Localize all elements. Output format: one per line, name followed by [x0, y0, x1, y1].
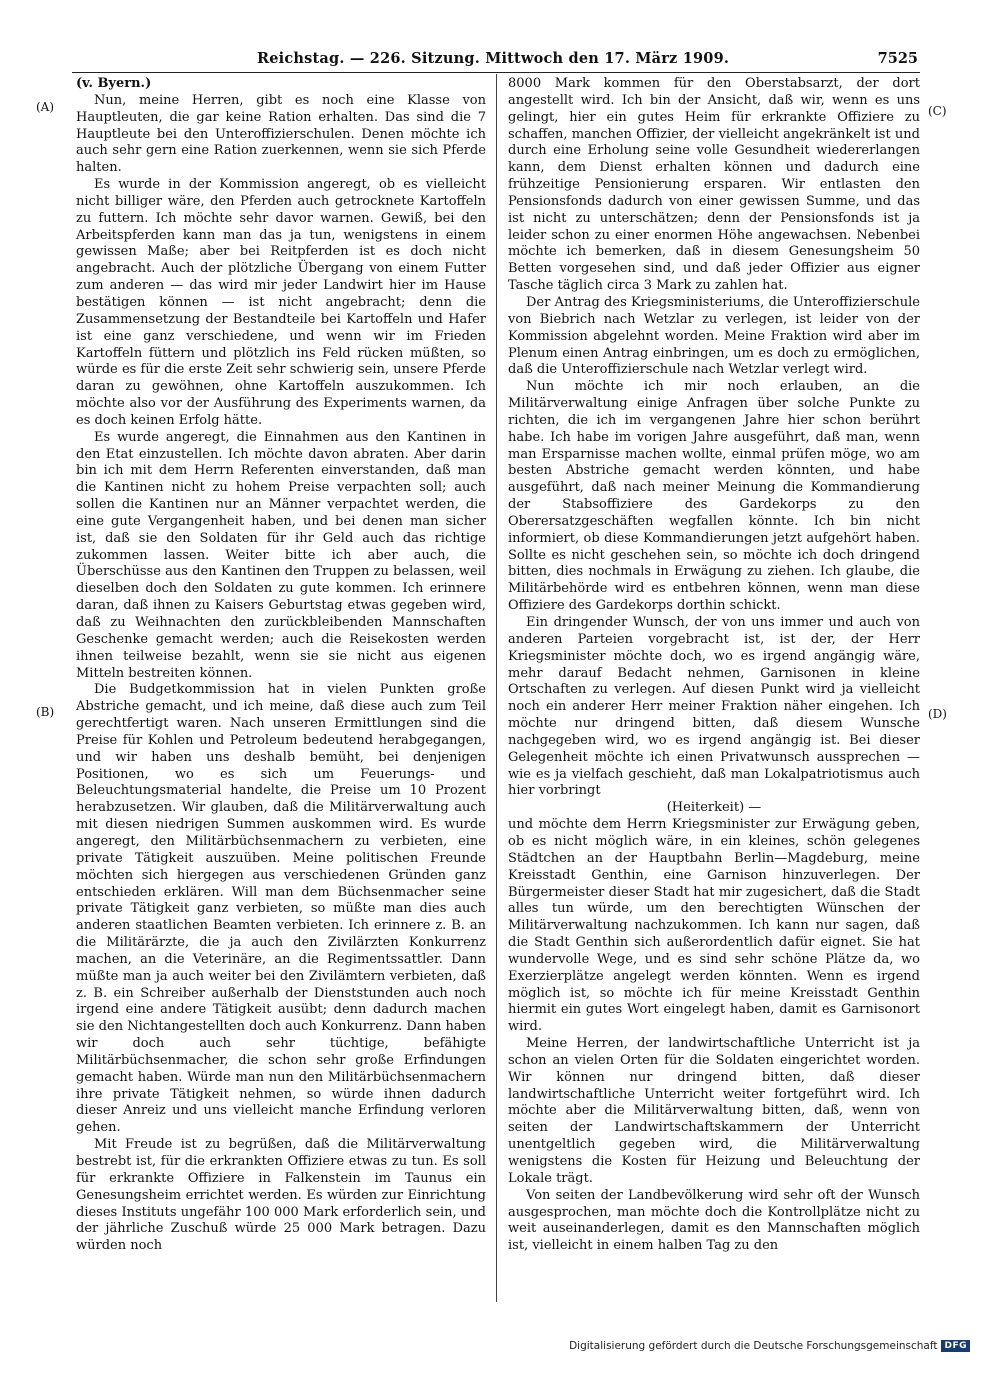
page-number: 7525	[877, 50, 918, 67]
footer-credit	[569, 1340, 970, 1352]
footer-text: Digitalisierung gefördert durch die Deutsche Forschungsgemeinschaft	[569, 1340, 938, 1352]
dfg-logo: DFG	[941, 1340, 970, 1352]
column-divider	[496, 74, 497, 1302]
margin-marker-c: (C)	[928, 104, 947, 118]
paragraph: Meine Herren, der landwirtschaftliche Unterricht ist ja schon an vielen Orten für die Soldaten eingerichtet worden. Wir können nur dringend bitten, daß dieser landwirtschaftliche Unterricht weiter fortgeführt wird. Ich möchte aber die Militärverwaltung bitten, daß, wenn von seiten der Landwirtschaftskammern der Unterricht unentgeltlich gegeben wird, die Militärverwaltung wenigstens die Kosten für Heizung und Beleuchtung der Lokale trägt.	[508, 1036, 920, 1186]
right-column	[508, 76, 920, 1255]
paragraph: Es wurde in der Kommission angeregt, ob es vielleicht nicht billiger wäre, den Pferden auch getrocknete Kartoffeln zu futtern. Ich möchte sehr davor warnen. Gewiß, bei den Arbeitspferden kann man das ja tun, wenigstens in einem gewissen Maße; aber bei Reitpferden ist es doch nicht angebracht. Auch der plötzliche Übergang von einem Futter zum anderen — das wird mir jeder Landwirt hier im Hause bestätigen können — ist nicht angebracht; denn die Zusammensetzung der Bestandteile bei Kartoffeln und Hafer ist eine ganz verschiedene, und wenn wir im Frieden Kartoffeln füttern und plötzlich ins Feld rücken müßten, so würde es für die erste Zeit sehr schwierig sein, unsere Pferde daran zu gewöhnen, ohne Kartoffeln auszukommen. Ich möchte also vor der Ausführung des Experiments warnen, da es doch keinen Erfolg hätte.	[76, 177, 486, 428]
paragraph: Nun möchte ich mir noch erlauben, an die Militärverwaltung einige Anfragen über solche Punkte zu richten, die ich im vergangenen Jahre hier schon berührt habe. Ich habe im vorigen Jahre ausgeführt, daß man, wenn man Ersparnisse machen wollte, einmal prüfen möge, wo am besten Abstriche gemacht werden könnten, und habe ausgeführt, daß nach meiner Meinung die Kommandierung der Stabsoffiziere des Gardekorps zu den Oberersatzgeschäften wegfallen könnte. Ich bin nicht informiert, ob diese Kommandierungen jetzt aufgehört haben. Sollte es nicht geschehen sein, so möchte ich doch dringend bitten, dies nochmals in Erwägung zu ziehen. Ich glaube, die Militärbehörde wird es entbehren können, wenn man diese Offiziere des Gardekorps dorthin schickt.	[508, 379, 920, 614]
speaker-label: (v. Byern.)	[76, 76, 152, 91]
paragraph: Nun, meine Herren, gibt es noch eine Klasse von Hauptleuten, die gar keine Ration erhalten. Das sind die 7 Hauptleute bei den Unteroffizierschulen. Denen möchte ich auch sehr gern eine Ration zuerkennen, wenn sie sich Pferde halten.	[76, 92, 486, 176]
running-title: Reichstag. — 226. Sitzung. Mittwoch den 17. März 1909.	[257, 50, 730, 67]
interjection: (Heiterkeit) —	[666, 800, 762, 816]
paragraph: Es wurde angeregt, die Einnahmen aus den Kantinen in den Etat einzustellen. Ich möchte davon abraten. Aber darin bin ich mit dem Herrn Referenten einverstanden, daß man die Kantinen nicht zu hohem Preise verpachten soll; auch sollen die Kantinen nur an Männer verpachtet werden, die eine gute Vergangenheit haben, und bei denen man sicher ist, daß sie den Soldaten für ihr Geld auch das richtige zukommen lassen. Weiter bitte ich aber auch, die Überschüsse aus den Kantinen den Truppen zu belassen, weil dieselben doch den Soldaten zu gute kommen. Ich erinnere daran, daß ihnen zu Kaisers Geburtstag etwas gegeben wird, daß zu Weihnachten den zurückbleibenden Mannschaften Geschenke gemacht werden; auch die Reisekosten werden ihnen teilweise bezahlt, wenn sie sie nicht aus eigenen Mitteln bestreiten können.	[76, 429, 486, 681]
paragraph: Mit Freude ist zu begrüßen, daß die Militärverwaltung bestrebt ist, für die erkrankten Offiziere etwas zu tun. Es soll für erkrankte Offiziere in Falkenstein im Taunus ein Genesungsheim errichtet werden. Es würden zur Einrichtung dieses Instituts ungefähr 100 000 Mark erforderlich sein, und der jährliche Zuschuß würde 25 000 Mark betragen. Dazu würden noch	[76, 1137, 486, 1254]
paragraph: Von seiten der Landbevölkerung wird sehr oft der Wunsch ausgesprochen, man möchte doch die Kontrollplätze nicht zu weit auseinanderlegen, damit es den Mannschaften möglich ist, vielleicht in einem halben Tag zu den	[508, 1187, 920, 1254]
paragraph: 8000 Mark kommen für den Oberstabsarzt, der dort angestellt wird. Ich bin der Ansicht, daß wir, wenn es uns gelingt, hier ein gutes Heim für erkrankte Offiziere zu schaffen, manchen Offizier, der vielleicht angekränkelt ist und durch eine Erholung seine volle Gesundheit wiedererlangen kann, dem Dienst erhalten können und dadurch eine frühzeitige Pensionierung ersparen. Wir entlasten den Pensionsfonds dadurch von einer gewissen Summe, und das ist nicht zu unterschätzen; denn der Pensionsfonds ist ja leider schon zu einer enormen Höhe angewachsen. Nebenbei möchte ich bemerken, daß in diesem Genesungsheim 50 Betten vorgesehen sind, und daß jeder Offizier aus eigner Tasche täglich circa 3 Mark zu zahlen hat.	[508, 76, 920, 294]
paragraph: Die Budgetkommission hat in vielen Punkten große Abstriche gemacht, und ich meine, daß diese auch zum Teil gerechtfertigt waren. Nach unseren Ermittlungen sind die Preise für Kohlen und Petroleum bedeutend herabgegangen, und wir haben uns deshalb bemüht, bei denjenigen Positionen, wo es sich um Feuerungs- und Beleuchtungsmaterial handelte, die Preise um 10 Prozent herabzusetzen. Wir glauben, daß die Militärverwaltung auch mit diesen niedrigen Summen auskommen wird. Es wurde angeregt, den Militärbüchsenmachern zu verbieten, eine private Tätigkeit auszuüben. Meine politischen Freunde möchten sich hiergegen aus verschiedenen Gründen ganz entschieden erklären. Will man dem Büchsenmacher seine private Tätigkeit ganz verbieten, so müßte man dies auch anderen staatlichen Beamten verbieten. Ich erinnere z. B. an die Militärärzte, die ja auch den Zivilärzten Konkurrenz machen, an die Veterinäre, an die Regimentssattler. Dann müßte man ja auch weiter bei den Zivilämtern verbieten, daß z. B. ein Schreiber außerhalb der Dienststunden auch noch irgend eine andere Tätigkeit ausübt; denn dadurch machen sie den Nichtangestellten doch auch Konkurrenz. Dann haben wir doch auch sehr tüchtige, befähigte Militärbüchsenmacher, die schon sehr große Erfindungen gemacht haben. Würde man nun den Militärbüchsenmachern ihre private Tätigkeit nehmen, so würde ihnen dadurch dieser Anreiz und uns vielleicht manche Erfindung verloren gehen.	[76, 682, 486, 1136]
margin-marker-d: (D)	[928, 707, 947, 721]
paragraph: und möchte dem Herrn Kriegsminister zur Erwägung geben, ob es nicht möglich wäre, in ein kleines, schön gelegenes Städtchen an der Hauptbahn Berlin—Magdeburg, meine Kreisstadt Genthin, eine Garnison hinzuverlegen. Der Bürgermeister dieser Stadt hat mir zugesichert, daß die Stadt alles tun würde, um den berechtigten Wünschen der Militärverwaltung nachzukommen. Ich kann nur sagen, daß die Stadt Genthin sich außerordentlich dafür eignet. Sie hat wundervolle Wege, und es sind sehr schöne Plätze da, wo Exerzierplätze angelegt werden könnten. Wenn es irgend möglich ist, so möchte ich für meine Kreisstadt Genthin hiermit ein gutes Wort eingelegt haben, damit es Garnisonort wird.	[508, 817, 920, 1035]
paragraph: Der Antrag des Kriegsministeriums, die Unteroffizierschule von Biebrich nach Wetzlar zu verlegen, ist leider von der Kommission abgelehnt worden. Meine Fraktion wird aber im Plenum einen Antrag einbringen, um es doch zu ermöglichen, daß die Unteroffizierschule nach Wetzlar verlegt wird.	[508, 294, 920, 378]
margin-marker-a: (A)	[36, 100, 55, 114]
margin-marker-b: (B)	[36, 705, 55, 719]
page-header	[72, 48, 920, 73]
left-column	[76, 76, 486, 1255]
paragraph: Ein dringender Wunsch, der von uns immer und auch von anderen Parteien vorgebracht ist, ist der, der Herr Kriegsminister möchte doch, wo es irgend angängig wäre, mehr darauf Bedacht nehmen, Garnisonen in kleine Ortschaften zu verlegen. Auf diesen Punkt wird ja vielleicht noch ein anderer Herr meiner Fraktion näher eingehen. Ich möchte nur dringend bitten, daß diesem Wunsche nachgegeben wird, wo es irgend angängig ist. Bei dieser Gelegenheit möchte ich einen Privatwunsch aussprechen — wie es ja vielfach geschieht, daß man Lokalpatriotismus auch hier vorbringt	[508, 615, 920, 799]
